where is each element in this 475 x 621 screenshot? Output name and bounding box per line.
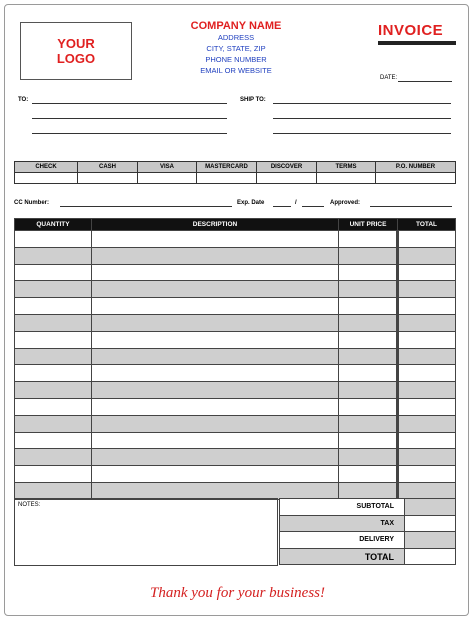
unit-price-cell[interactable] <box>339 482 398 499</box>
payment-input-row <box>15 173 456 184</box>
quantity-cell[interactable] <box>15 281 92 298</box>
ship-to-label: SHIP TO: <box>240 97 266 103</box>
company-phone: PHONE NUMBER <box>205 55 267 64</box>
po-number-cell[interactable] <box>376 173 456 184</box>
table-row <box>15 231 456 248</box>
cash-cell[interactable] <box>78 173 138 184</box>
approved-field[interactable] <box>370 206 452 207</box>
quantity-cell[interactable] <box>15 348 92 365</box>
company-email: EMAIL OR WEBSITE <box>200 66 272 75</box>
payment-col-discover: DISCOVER <box>257 162 317 173</box>
unit-price-cell[interactable] <box>339 314 398 331</box>
payment-col-cash: CASH <box>78 162 138 173</box>
description-cell[interactable] <box>92 264 339 281</box>
payment-col-visa: VISA <box>138 162 197 173</box>
header-quantity: QUANTITY <box>15 219 92 231</box>
unit-price-cell[interactable] <box>339 348 398 365</box>
company-city: CITY, STATE, ZIP <box>206 44 266 53</box>
table-row <box>15 331 456 348</box>
exp-date-separator: / <box>295 200 297 206</box>
line-items-body <box>15 231 456 500</box>
table-row <box>15 415 456 432</box>
unit-price-cell[interactable] <box>339 365 398 382</box>
quantity-cell[interactable] <box>15 466 92 483</box>
unit-price-cell[interactable] <box>339 264 398 281</box>
unit-price-cell[interactable] <box>339 432 398 449</box>
description-cell[interactable] <box>92 281 339 298</box>
description-cell[interactable] <box>92 449 339 466</box>
total-cell[interactable] <box>398 398 456 415</box>
visa-cell[interactable] <box>138 173 197 184</box>
delivery-label: DELIVERY <box>280 532 405 549</box>
quantity-cell[interactable] <box>15 231 92 248</box>
payment-header-row <box>15 162 456 173</box>
description-cell[interactable] <box>92 466 339 483</box>
table-row <box>15 247 456 264</box>
ship-to-line-3[interactable] <box>273 133 451 134</box>
date-field[interactable] <box>398 81 452 82</box>
subtotal-label: SUBTOTAL <box>280 499 405 516</box>
total-cell[interactable] <box>398 466 456 483</box>
table-row <box>15 281 456 298</box>
quantity-cell[interactable] <box>15 382 92 399</box>
total-row <box>280 548 456 565</box>
total-cell[interactable] <box>398 415 456 432</box>
delivery-row <box>280 532 456 549</box>
check-cell[interactable] <box>15 173 78 184</box>
mastercard-cell[interactable] <box>197 173 257 184</box>
description-cell[interactable] <box>92 432 339 449</box>
quantity-cell[interactable] <box>15 398 92 415</box>
total-cell[interactable] <box>398 247 456 264</box>
tax-value[interactable] <box>405 515 456 532</box>
table-row <box>15 298 456 315</box>
cc-number-label: CC Number: <box>14 200 50 206</box>
logo-box <box>20 22 132 80</box>
description-cell[interactable] <box>92 298 339 315</box>
unit-price-cell[interactable] <box>339 398 398 415</box>
total-cell[interactable] <box>398 331 456 348</box>
quantity-cell[interactable] <box>15 482 92 499</box>
line-items-header <box>15 219 456 231</box>
total-cell[interactable] <box>398 365 456 382</box>
total-cell[interactable] <box>398 314 456 331</box>
description-cell[interactable] <box>92 314 339 331</box>
header-description: DESCRIPTION <box>92 219 339 231</box>
total-cell[interactable] <box>398 348 456 365</box>
table-row <box>15 264 456 281</box>
description-cell[interactable] <box>92 415 339 432</box>
quantity-cell[interactable] <box>15 415 92 432</box>
total-cell[interactable] <box>398 449 456 466</box>
payment-method-table <box>14 161 456 184</box>
tax-label: TAX <box>280 515 405 532</box>
description-cell[interactable] <box>92 247 339 264</box>
table-row <box>15 365 456 382</box>
table-row <box>15 466 456 483</box>
quantity-cell[interactable] <box>15 298 92 315</box>
table-row <box>15 382 456 399</box>
total-cell[interactable] <box>398 281 456 298</box>
line-items-table <box>14 218 456 500</box>
description-cell[interactable] <box>92 348 339 365</box>
thank-you-message: Thank you for your business! <box>150 585 325 601</box>
quantity-cell[interactable] <box>15 331 92 348</box>
payment-col-po-number: P.O. NUMBER <box>376 162 456 173</box>
company-block <box>160 20 312 76</box>
total-cell[interactable] <box>398 382 456 399</box>
quantity-cell[interactable] <box>15 314 92 331</box>
header-total: TOTAL <box>398 219 456 231</box>
quantity-cell[interactable] <box>15 449 92 466</box>
unit-price-cell[interactable] <box>339 247 398 264</box>
total-cell[interactable] <box>398 264 456 281</box>
total-cell[interactable] <box>398 231 456 248</box>
description-cell[interactable] <box>92 331 339 348</box>
invoice-title-rule <box>378 41 456 45</box>
exp-year-field[interactable] <box>302 206 324 207</box>
cc-number-field[interactable] <box>60 206 232 207</box>
table-row <box>15 398 456 415</box>
subtotal-row <box>280 499 456 516</box>
description-cell[interactable] <box>92 382 339 399</box>
total-label: TOTAL <box>280 548 405 565</box>
date-label: DATE: <box>380 75 398 81</box>
description-cell[interactable] <box>92 231 339 248</box>
notes-label: NOTES: <box>18 502 41 508</box>
unit-price-cell[interactable] <box>339 281 398 298</box>
company-name: COMPANY NAME <box>190 20 282 32</box>
terms-cell[interactable] <box>317 173 376 184</box>
payment-col-mastercard: MASTERCARD <box>197 162 257 173</box>
quantity-cell[interactable] <box>15 247 92 264</box>
table-row <box>15 314 456 331</box>
table-row <box>15 432 456 449</box>
invoice-title: INVOICE <box>378 22 444 39</box>
quantity-cell[interactable] <box>15 365 92 382</box>
ship-to-line-2[interactable] <box>273 118 451 119</box>
tax-row <box>280 515 456 532</box>
summary-table <box>279 498 456 565</box>
ship-to-line-1[interactable] <box>273 103 451 104</box>
company-address: ADDRESS <box>217 33 255 42</box>
exp-date-label: Exp. Date <box>237 200 265 206</box>
header-unit-price: UNIT PRICE <box>339 219 398 231</box>
table-row <box>15 449 456 466</box>
table-row <box>15 348 456 365</box>
logo-text: YOUR LOGO <box>56 36 96 66</box>
description-cell[interactable] <box>92 482 339 499</box>
unit-price-cell[interactable] <box>339 449 398 466</box>
payment-col-terms: TERMS <box>317 162 376 173</box>
delivery-value[interactable] <box>405 532 456 549</box>
discover-cell[interactable] <box>257 173 317 184</box>
table-row <box>15 482 456 499</box>
to-line-2[interactable] <box>32 118 227 119</box>
unit-price-cell[interactable] <box>339 231 398 248</box>
unit-price-cell[interactable] <box>339 466 398 483</box>
quantity-cell[interactable] <box>15 432 92 449</box>
payment-col-check: CHECK <box>15 162 78 173</box>
total-cell[interactable] <box>398 482 456 499</box>
unit-price-cell[interactable] <box>339 331 398 348</box>
to-line-1[interactable] <box>32 103 227 104</box>
exp-month-field[interactable] <box>273 206 291 207</box>
notes-box[interactable] <box>14 498 278 566</box>
unit-price-cell[interactable] <box>339 382 398 399</box>
to-label: TO: <box>18 97 29 103</box>
description-cell[interactable] <box>92 365 339 382</box>
to-line-3[interactable] <box>32 133 227 134</box>
subtotal-value[interactable] <box>405 499 456 516</box>
unit-price-cell[interactable] <box>339 415 398 432</box>
approved-label: Approved: <box>330 200 360 206</box>
description-cell[interactable] <box>92 398 339 415</box>
total-cell[interactable] <box>398 298 456 315</box>
quantity-cell[interactable] <box>15 264 92 281</box>
total-cell[interactable] <box>398 432 456 449</box>
total-value[interactable] <box>405 548 456 565</box>
unit-price-cell[interactable] <box>339 298 398 315</box>
